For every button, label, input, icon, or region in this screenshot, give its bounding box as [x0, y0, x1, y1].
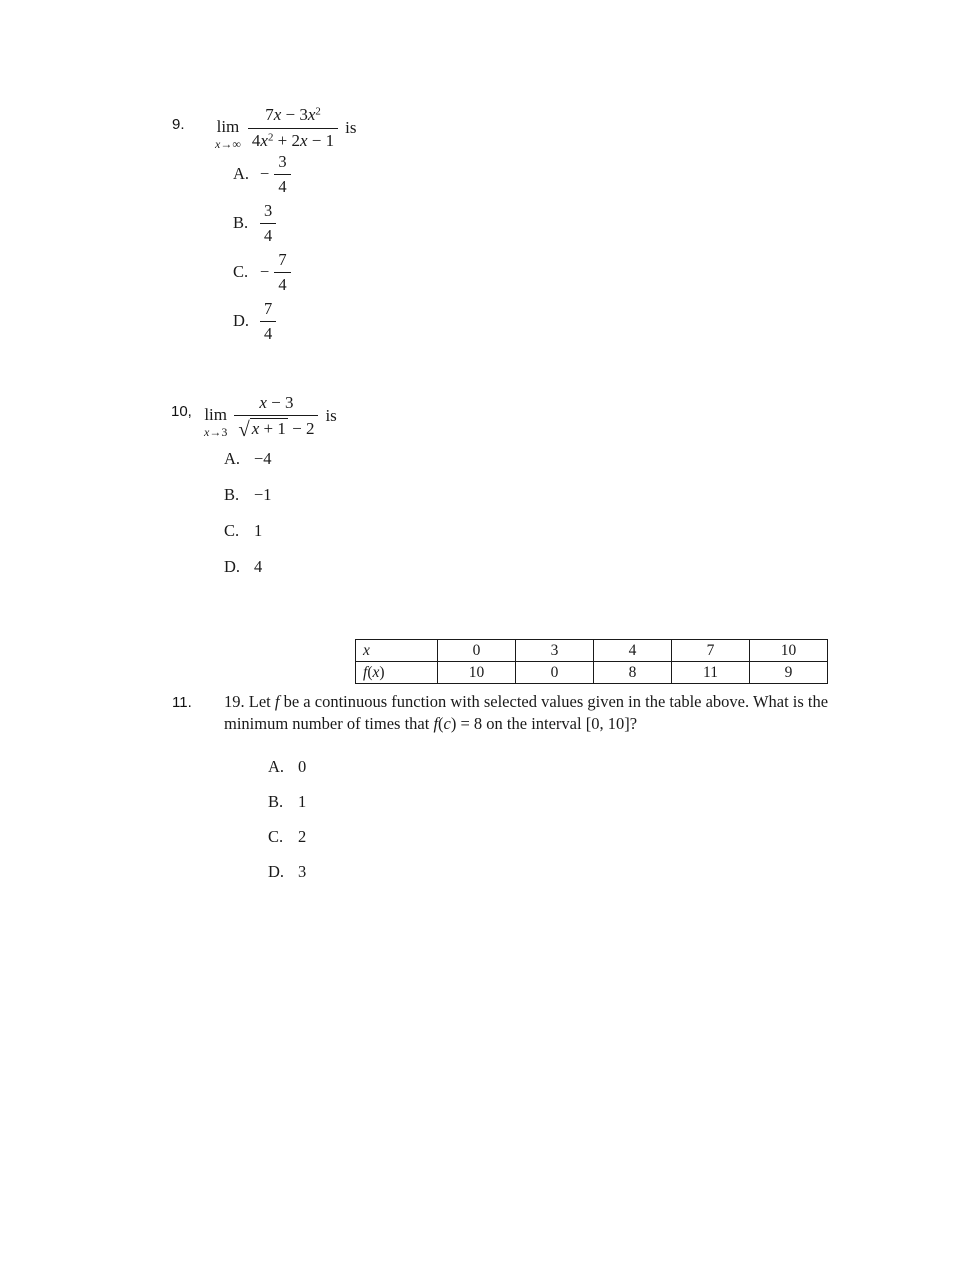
- option-label: B.: [233, 213, 249, 232]
- option-fraction: [274, 152, 290, 196]
- lim-subscript: x→3: [204, 425, 228, 439]
- radical-sign: √: [238, 419, 250, 441]
- question-9-number: 9.: [172, 116, 185, 133]
- question-text-line: minimum number of times that f(c) = 8 on the interval [0, 10]?: [224, 714, 638, 733]
- question-10-expression: [204, 391, 337, 441]
- option-value: 2: [298, 827, 307, 846]
- table-cell: 10: [438, 662, 516, 684]
- fraction-numerator: 3: [278, 152, 287, 172]
- option-row: [224, 557, 272, 574]
- fraction-denominator: $4x^2 + 2x - 1$: [248, 128, 338, 151]
- fraction: [234, 393, 318, 439]
- option-row: [224, 449, 272, 466]
- option-row: [268, 757, 306, 774]
- question-10-options: [224, 449, 272, 593]
- fraction-denominator: 4: [274, 272, 290, 294]
- option-row: [224, 521, 272, 538]
- question-text-line: 19. Let f be a continuous function with selected values given in the table above. What is the: [224, 692, 829, 711]
- option-label: D.: [268, 862, 285, 881]
- table-cell: 10: [750, 640, 828, 662]
- fraction: [248, 105, 338, 150]
- option-label: B.: [268, 792, 284, 811]
- table-row: [356, 662, 828, 684]
- option-row: [268, 792, 306, 809]
- question-11-text: [224, 691, 828, 735]
- table-cell: 4: [594, 640, 672, 662]
- option-value: −1: [254, 485, 272, 504]
- option-row: [233, 250, 291, 294]
- option-value: 1: [254, 521, 263, 540]
- option-value: 0: [298, 757, 307, 776]
- fraction-denominator: [234, 415, 318, 439]
- lim-text: lim: [204, 405, 227, 424]
- option-label: A.: [224, 449, 241, 468]
- fraction-denominator: 4: [274, 174, 290, 196]
- option-value: 3: [298, 862, 307, 881]
- limit-operator: [204, 406, 227, 438]
- option-label: C.: [224, 521, 240, 540]
- lim-text: lim: [216, 117, 240, 136]
- option-label: D.: [233, 311, 250, 330]
- table-header-cell: f(x): [356, 662, 438, 684]
- option-value: −4: [254, 449, 272, 468]
- option-label: D.: [224, 557, 241, 576]
- question-10-number: 10,: [171, 403, 192, 420]
- table-cell: 7: [672, 640, 750, 662]
- fraction-denominator: 4: [260, 321, 276, 343]
- table-cell: 9: [750, 662, 828, 684]
- fraction-denominator: 4: [260, 223, 276, 245]
- table-cell: 0: [516, 662, 594, 684]
- question-11-number: 11.: [172, 694, 192, 711]
- table-row: [356, 640, 828, 662]
- question-9-options: [233, 152, 291, 348]
- question-9-expression: [215, 101, 356, 155]
- option-row: [233, 299, 291, 343]
- table-cell: 0: [438, 640, 516, 662]
- option-label: B.: [224, 485, 240, 504]
- radicand: x + 1: [251, 419, 286, 438]
- option-row: [233, 201, 291, 245]
- suffix-text: is: [345, 118, 357, 137]
- limit-operator: [215, 118, 241, 150]
- table-cell: 3: [516, 640, 594, 662]
- option-fraction: [260, 299, 276, 343]
- table-header-cell: x: [356, 640, 438, 662]
- fraction-numerator: $7x - 3x^2$: [265, 105, 321, 125]
- suffix-text: is: [325, 406, 337, 425]
- fraction-numerator: 3: [264, 201, 273, 221]
- option-row: [233, 152, 291, 196]
- table-cell: 11: [672, 662, 750, 684]
- option-value: 1: [298, 792, 307, 811]
- option-label: A.: [268, 757, 285, 776]
- minus-sign: −: [260, 164, 270, 183]
- option-label: A.: [233, 164, 250, 183]
- option-row: [268, 862, 306, 879]
- question-11-options: [268, 757, 306, 897]
- values-table: [355, 639, 828, 684]
- denominator-tail: − 2: [287, 419, 315, 438]
- fraction-numerator: x − 3: [259, 392, 294, 412]
- minus-sign: −: [260, 262, 270, 281]
- table-cell: 8: [594, 662, 672, 684]
- option-label: C.: [233, 262, 249, 281]
- fraction-numerator: 7: [264, 299, 273, 319]
- option-fraction: [274, 250, 290, 294]
- lim-subscript: x→∞: [215, 137, 241, 151]
- option-fraction: [260, 201, 276, 245]
- option-value: 4: [254, 557, 263, 576]
- fraction-numerator: 7: [278, 250, 287, 270]
- option-row: [224, 485, 272, 502]
- option-row: [268, 827, 306, 844]
- option-label: C.: [268, 827, 284, 846]
